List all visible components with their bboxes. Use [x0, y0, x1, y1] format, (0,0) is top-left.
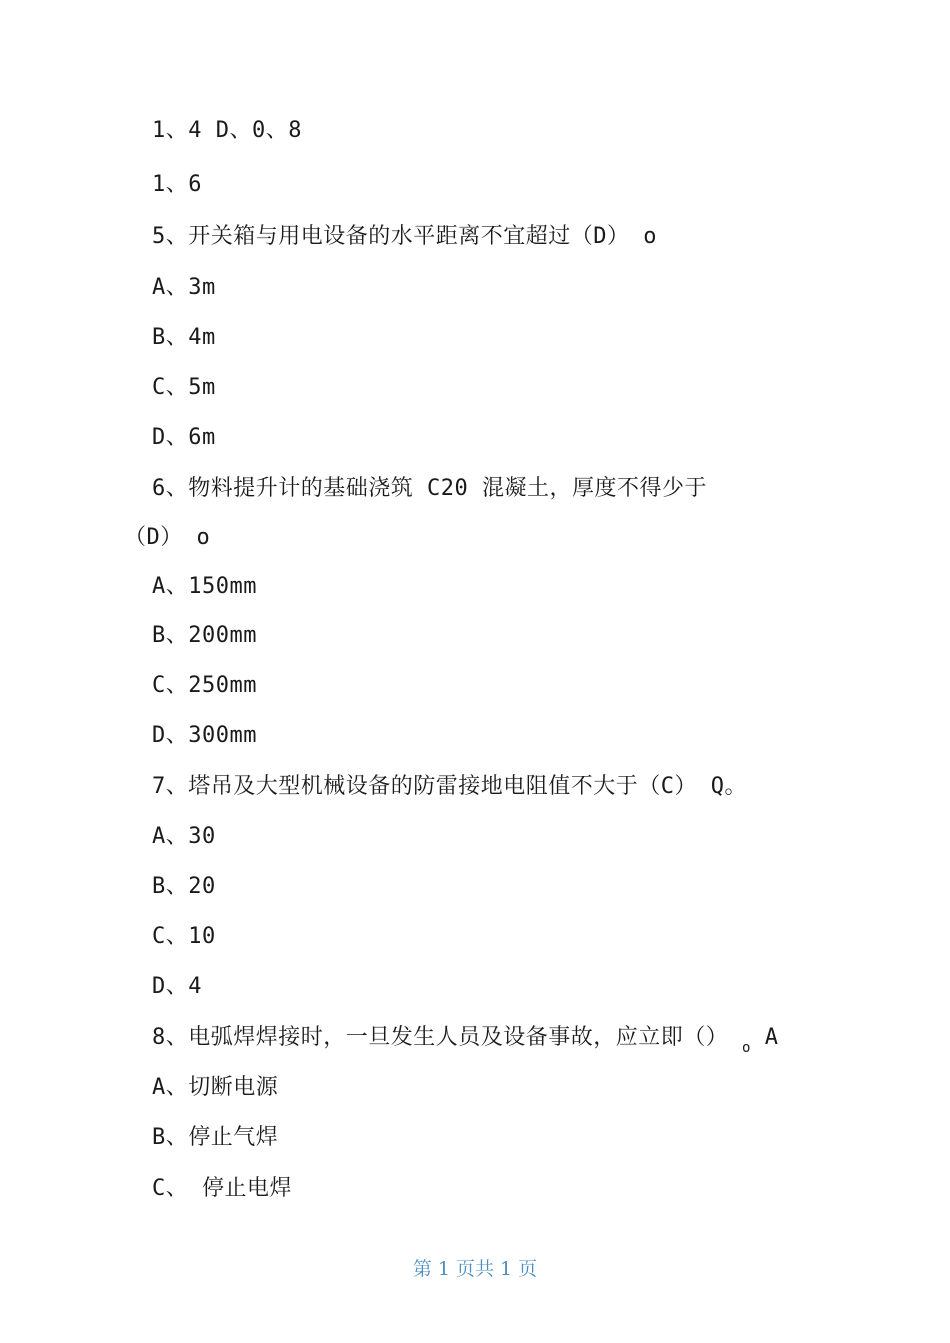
- option-c: C、10: [152, 924, 216, 949]
- option-a: A、150mm: [152, 574, 257, 599]
- option-d: D、300mm: [152, 723, 257, 748]
- option-c: C、 停止电焊: [152, 1176, 292, 1201]
- question-5: 5、开关箱与用电设备的水平距离不宜超过（D） o: [152, 224, 657, 249]
- question-6: 6、物料提升计的基础浇筑 C20 混凝土，厚度不得少于: [152, 476, 707, 501]
- option-b: B、停止气焊: [152, 1125, 279, 1150]
- option-d: D、6m: [152, 425, 216, 450]
- option-c: C、5m: [152, 375, 216, 400]
- option-a: A、30: [152, 824, 216, 849]
- text-line: 1、4 D、0、8: [152, 118, 302, 143]
- option-a: A、3m: [152, 275, 216, 300]
- question-8-text: 8、电弧焊焊接时，一旦发生人员及设备事故，应立即（）: [152, 1025, 729, 1050]
- option-b: B、4m: [152, 325, 216, 350]
- question-7: 7、塔吊及大型机械设备的防雷接地电阻值不大于（C） Q。: [152, 774, 747, 799]
- question-8: [152, 1023, 778, 1063]
- text-line: 1、6: [152, 172, 202, 197]
- page-footer: 第 1 页共 1 页: [412, 1258, 538, 1280]
- option-c: C、250mm: [152, 673, 257, 698]
- question-8-mark: o: [742, 1040, 751, 1056]
- option-b: B、20: [152, 874, 216, 899]
- option-b: B、200mm: [152, 623, 257, 648]
- question-6-continuation: （D） o: [124, 525, 211, 550]
- option-d: D、4: [152, 974, 202, 999]
- option-a: A、切断电源: [152, 1075, 279, 1100]
- question-8-answer: A: [764, 1025, 779, 1050]
